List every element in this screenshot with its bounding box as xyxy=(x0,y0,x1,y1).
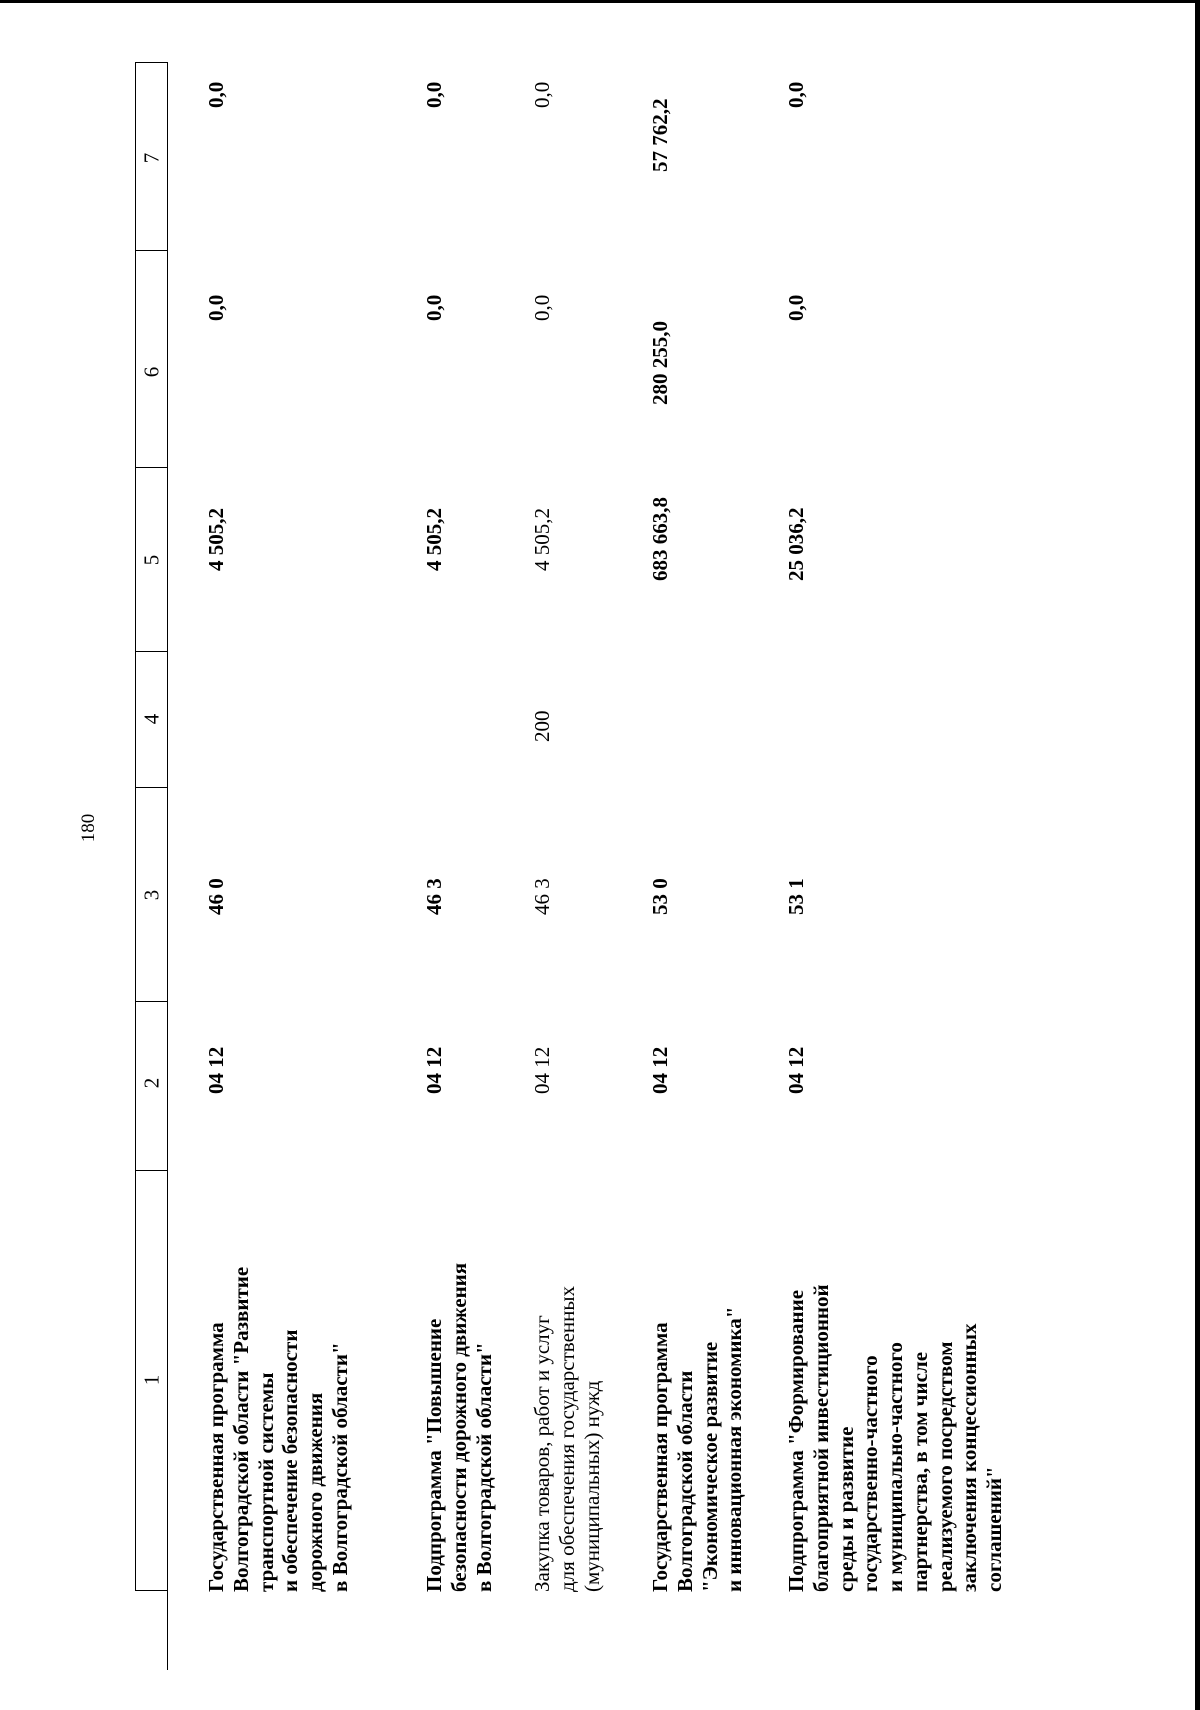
header-col-2: 2 xyxy=(139,1077,164,1089)
header-right-end xyxy=(135,62,168,63)
row-2-col-7: 0,0 xyxy=(422,81,446,108)
row-4-col-6: 280 255,0 xyxy=(648,321,672,405)
header-divider-6-7 xyxy=(135,250,168,251)
header-divider-1-2 xyxy=(135,1170,168,1171)
row-5-col-6: 0,0 xyxy=(784,294,808,321)
table-left-border xyxy=(167,62,168,1670)
header-col-3: 3 xyxy=(139,889,164,901)
header-divider-5-6 xyxy=(135,467,168,468)
row-4-col-7: 57 762,2 xyxy=(648,98,672,172)
header-col-5: 5 xyxy=(139,554,164,566)
header-col-7: 7 xyxy=(139,152,164,164)
row-3-col-4: 200 xyxy=(530,710,554,742)
header-divider-3-4 xyxy=(135,787,168,788)
row-3-col-5: 4 505,2 xyxy=(530,508,554,571)
row-5-col-5: 25 036,2 xyxy=(784,507,808,581)
row-4-name: Государственная программа Волгоградской области "Экономическое развитие и инновационная экономика" xyxy=(648,1306,747,1592)
row-1-col-6: 0,0 xyxy=(204,294,228,321)
row-2-col-2: 04 12 xyxy=(422,1046,446,1094)
row-3-col-2: 04 12 xyxy=(530,1046,554,1094)
row-1-col-2: 04 12 xyxy=(204,1046,228,1094)
row-2-name: Подпрограмма "Повышение безопасности дорожного движения в Волгоградской области" xyxy=(422,1262,496,1592)
row-4-col-2: 04 12 xyxy=(648,1046,672,1094)
row-4-col-3: 53 0 xyxy=(648,878,672,915)
row-5-col-2: 04 12 xyxy=(784,1046,808,1094)
header-divider-2-3 xyxy=(135,1001,168,1002)
row-3-col-7: 0,0 xyxy=(530,81,554,108)
row-3-col-6: 0,0 xyxy=(530,294,554,321)
row-5-col-7: 0,0 xyxy=(784,81,808,108)
row-1-name: Государственная программа Волгоградской области "Развитие транспортной системы и обеспечение безопасности дорожного движения в Волгоградской области" xyxy=(204,1266,352,1592)
header-top-line xyxy=(135,62,136,1590)
header-col-1: 1 xyxy=(139,1374,164,1386)
header-divider-4-5 xyxy=(135,651,168,652)
row-5-name: Подпрограмма "Формирование благоприятной инвестиционной среды и развитие государственно-частного и муниципально-частного партнерства, в том числе реализуемого посредством заключения концессионных соглашений" xyxy=(784,1284,1007,1592)
row-3-name: Закупка товаров, работ и услуг для обеспечения государственных (муниципальных) нужд xyxy=(530,1286,604,1592)
page-number: 180 xyxy=(78,813,99,843)
row-2-col-3: 46 3 xyxy=(422,878,446,915)
header-col-4: 4 xyxy=(139,713,164,725)
header-col-6: 6 xyxy=(139,366,164,378)
table-header-bottom-line xyxy=(135,1590,168,1591)
row-1-col-3: 46 0 xyxy=(204,878,228,915)
row-1-col-7: 0,0 xyxy=(204,81,228,108)
row-1-col-5: 4 505,2 xyxy=(204,508,228,571)
row-4-col-5: 683 663,8 xyxy=(648,497,672,581)
row-3-col-3: 46 3 xyxy=(530,878,554,915)
row-2-col-6: 0,0 xyxy=(422,294,446,321)
row-2-col-5: 4 505,2 xyxy=(422,508,446,571)
row-5-col-3: 53 1 xyxy=(784,878,808,915)
